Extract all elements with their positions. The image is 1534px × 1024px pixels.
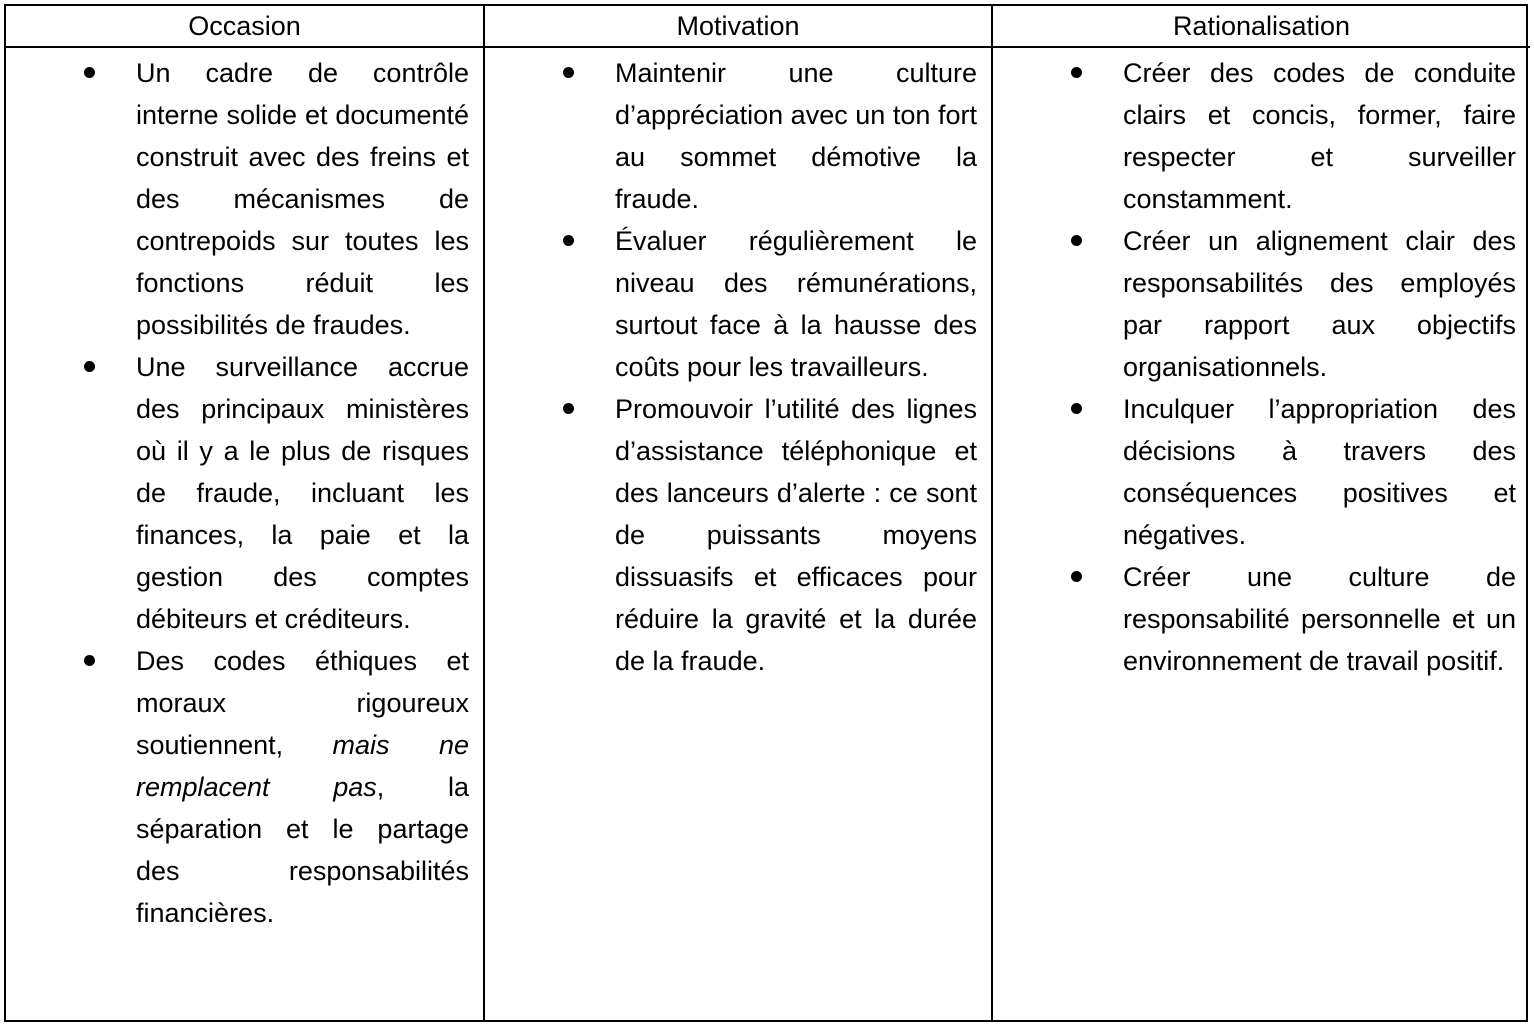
list-item <box>136 346 469 640</box>
occasion-list <box>6 48 483 934</box>
rationalisation-list <box>993 48 1530 682</box>
list-item-text: Un cadre de contrôle interne solide et documenté construit avec des freins et des mécanismes de contrepoids sur toutes les fonctions réduit les possibilités de fraudes. <box>136 58 469 340</box>
bullet-icon <box>1071 67 1082 78</box>
list-item-text: Évaluer régulièrement le niveau des rémunérations, surtout face à la hausse des coûts pour les travailleurs. <box>615 226 977 382</box>
header-row <box>6 6 1530 47</box>
list-item <box>136 640 469 934</box>
list-item-text: Une surveillance accrue des principaux ministères où il y a le plus de risques de fraude, incluant les finances, la paie et la gestion des comptes débiteurs et créditeurs. <box>136 352 469 634</box>
list-item-text: Créer une culture de responsabilité personnelle et un environnement de travail positif. <box>1123 562 1516 676</box>
list-item-text: Inculquer l’appropriation des décisions à travers des conséquences positives et négatives. <box>1123 394 1516 550</box>
bullet-icon <box>1071 403 1082 414</box>
list-item-text: Promouvoir l’utilité des lignes d’assistance téléphonique et des lanceurs d’alerte : ce sont de puissants moyens dissuasifs et efficaces pour réduire la gravité et la durée de la fraude. <box>615 394 977 676</box>
bullet-icon <box>563 403 574 414</box>
bullet-icon <box>84 67 95 78</box>
bullet-icon <box>84 655 95 666</box>
motivation-cell <box>484 47 992 1020</box>
list-item <box>615 220 977 388</box>
motivation-list <box>485 48 991 682</box>
list-item <box>1123 220 1516 388</box>
header-motivation: Motivation <box>484 6 992 47</box>
bullet-icon <box>84 361 95 372</box>
list-item <box>1123 52 1516 220</box>
body-row <box>6 47 1530 1020</box>
list-item <box>615 388 977 682</box>
list-item-text: Maintenir une culture d’appréciation avec un ton fort au sommet démotive la fraude. <box>615 58 977 214</box>
fraud-triangle-table <box>4 4 1528 1022</box>
list-item-text: Créer des codes de conduite clairs et concis, former, faire respecter et surveiller constamment. <box>1123 58 1516 214</box>
list-item-text-before: Des codes éthiques et moraux rigoureux soutiennent, <box>136 646 469 760</box>
list-item-text-italic: mais ne remplacent pas <box>136 730 469 802</box>
bullet-icon <box>1071 571 1082 582</box>
table <box>6 6 1530 1020</box>
list-item <box>136 52 469 346</box>
bullet-icon <box>1071 235 1082 246</box>
header-occasion: Occasion <box>6 6 484 47</box>
list-item <box>1123 388 1516 556</box>
list-item <box>615 52 977 220</box>
bullet-icon <box>563 67 574 78</box>
bullet-icon <box>563 235 574 246</box>
header-rationalisation: Rationalisation <box>992 6 1530 47</box>
list-item-text-after: , la séparation et le partage des responsabilités financières. <box>136 772 469 928</box>
occasion-cell <box>6 47 484 1020</box>
list-item <box>1123 556 1516 682</box>
rationalisation-cell <box>992 47 1530 1020</box>
list-item-text: Créer un alignement clair des responsabilités des employés par rapport aux objectifs organisationnels. <box>1123 226 1516 382</box>
